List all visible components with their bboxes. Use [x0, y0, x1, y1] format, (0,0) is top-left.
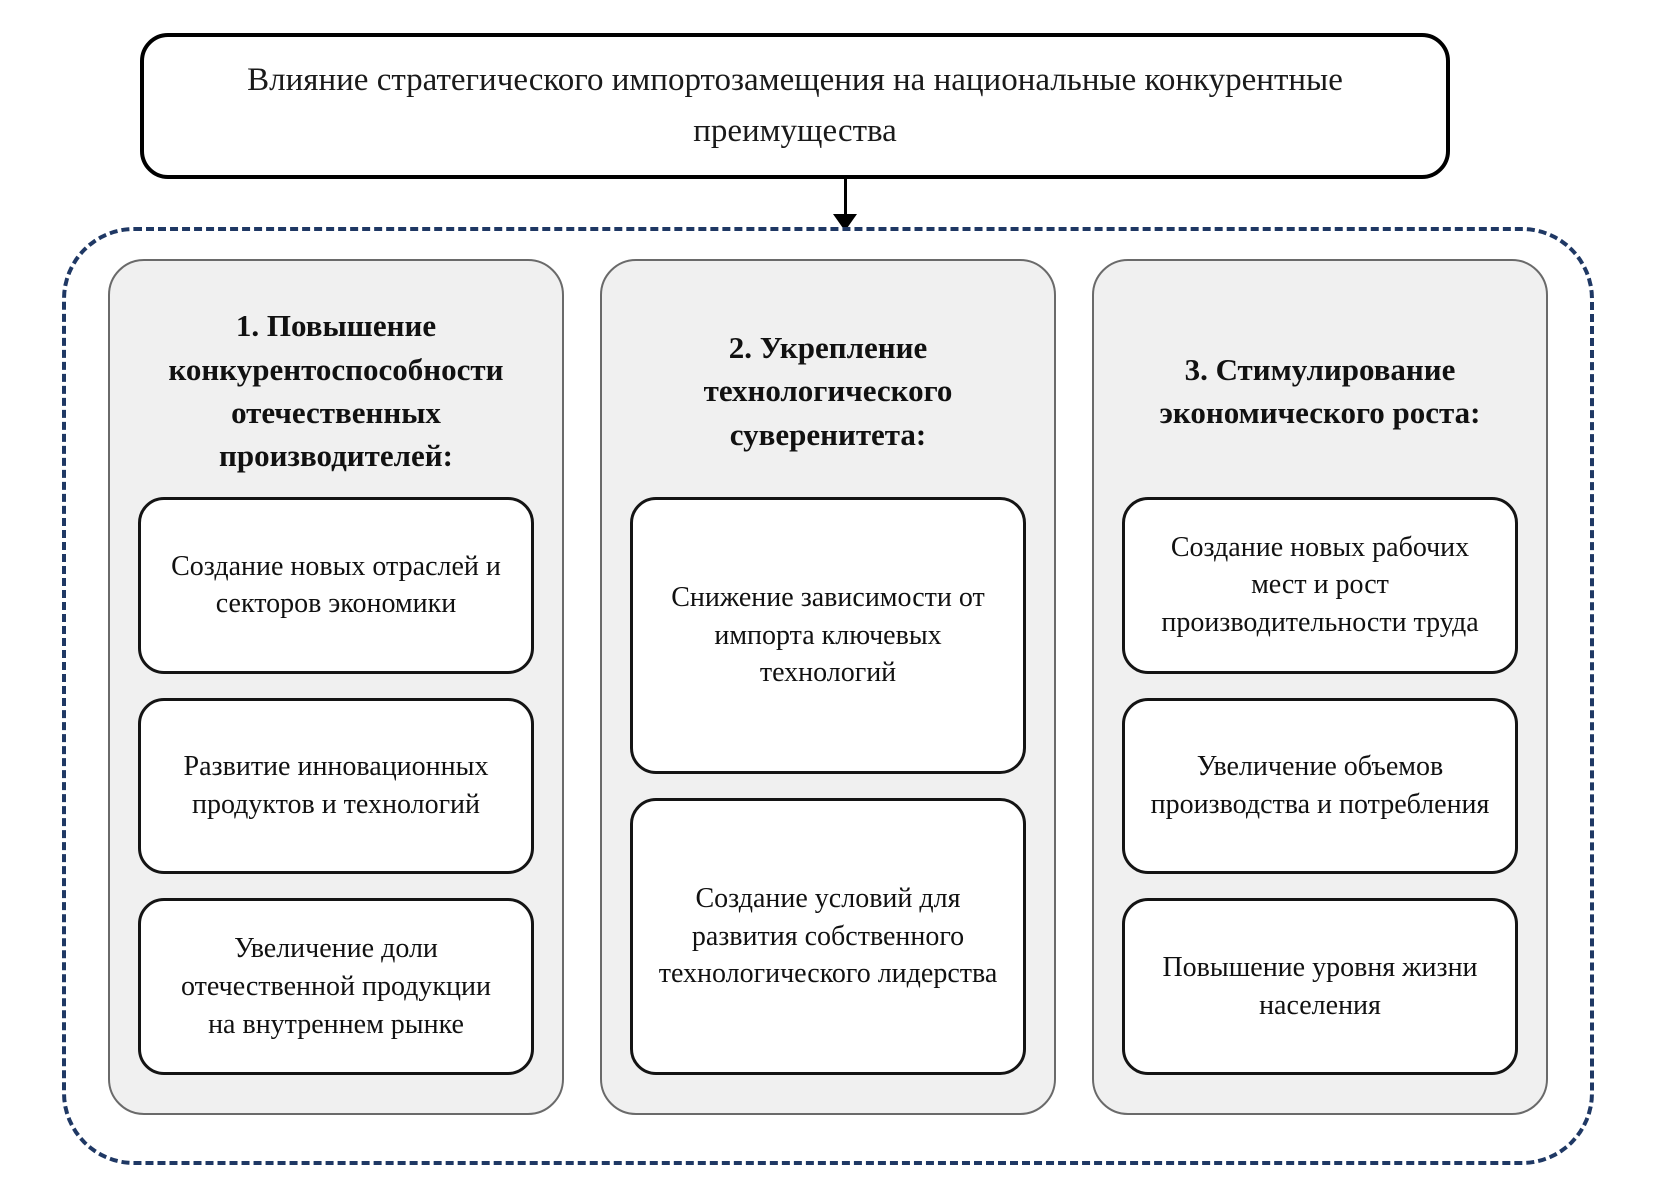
pillar-item	[1122, 497, 1518, 674]
pillar-item-label: Создание условий для развития собственного технологического лидерства	[658, 882, 998, 990]
pillar-item-label: Снижение зависимости от импорта ключевых технологий	[671, 581, 985, 689]
arrow-shaft	[844, 179, 847, 214]
pillar-item	[1122, 698, 1518, 875]
pillar-item	[630, 798, 1026, 1075]
pillar-items	[138, 497, 534, 1075]
pillar-items	[1122, 497, 1518, 1075]
pillars-panel	[62, 227, 1594, 1165]
pillar-column-2	[600, 259, 1056, 1115]
pillar-item-label: Увеличение доли отечественной продукции на внутреннем рынке	[181, 932, 491, 1040]
pillar-item-label: Увеличение объемов производства и потребления	[1150, 751, 1490, 820]
pillar-item	[630, 497, 1026, 774]
pillar-item	[138, 497, 534, 674]
pillar-item	[138, 898, 534, 1075]
pillars-container	[108, 259, 1548, 1115]
pillar-item	[1122, 898, 1518, 1075]
pillar-items	[630, 497, 1026, 1075]
diagram-title: Влияние стратегического импортозамещения на национальные конкурентные преимущества	[247, 61, 1343, 149]
pillar-item-label: Создание новых отраслей и секторов экономики	[171, 550, 501, 620]
title-box	[140, 33, 1450, 179]
pillar-header: 2. Укрепление технологического суверенитета:	[703, 329, 953, 452]
pillar-column-3	[1092, 259, 1548, 1115]
down-arrow-connector	[833, 179, 857, 231]
pillar-item	[138, 698, 534, 875]
pillar-item-label: Развитие инновационных продуктов и технологий	[183, 751, 489, 820]
pillar-column-1	[108, 259, 564, 1115]
pillar-header: 1. Повышение конкурентоспособности отечественных производителей:	[168, 308, 504, 474]
pillar-header: 3. Стимулирование экономического роста:	[1159, 351, 1481, 430]
pillar-item-label: Повышение уровня жизни населения	[1162, 951, 1478, 1021]
pillar-item-label: Создание новых рабочих мест и рост производительности труда	[1161, 531, 1479, 639]
